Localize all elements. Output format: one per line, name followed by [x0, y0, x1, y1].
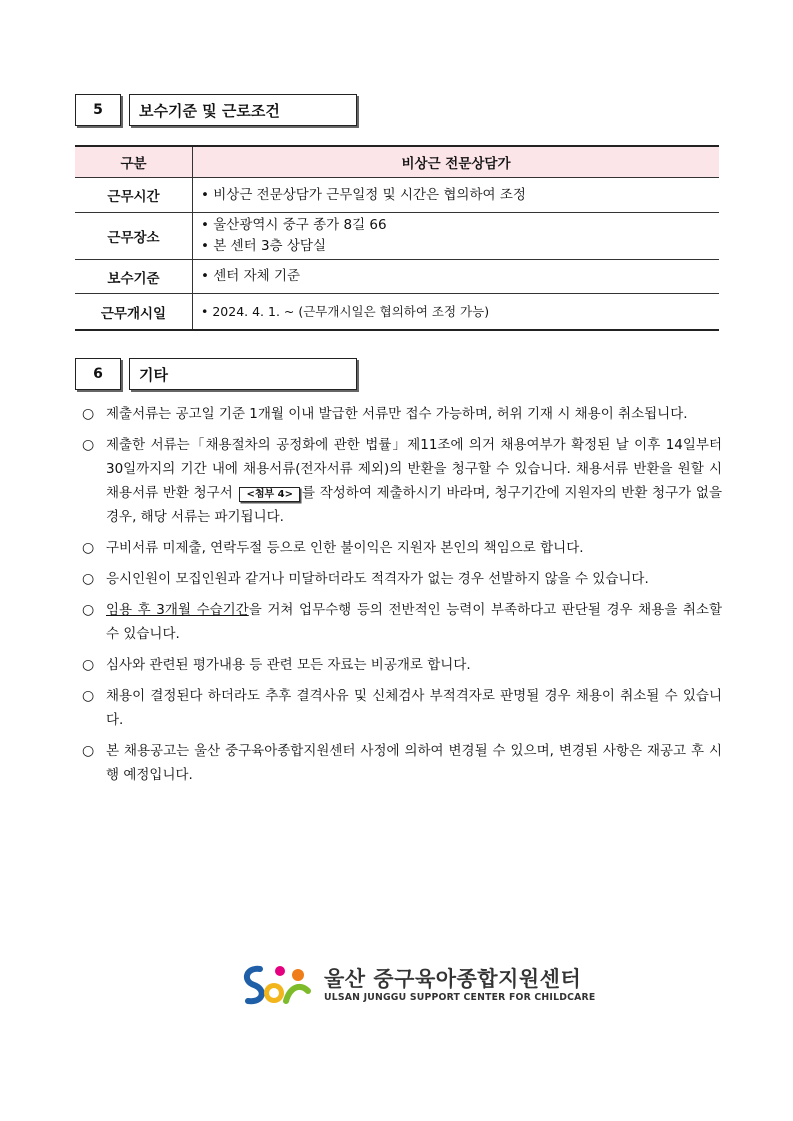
logo-text — [324, 967, 595, 1005]
list-item — [82, 536, 722, 560]
attachment-badge: <첨부 4> — [239, 487, 300, 502]
section-6-title: 기타 — [129, 358, 357, 390]
list-item — [82, 653, 722, 677]
row-value-pay-standard — [193, 260, 720, 294]
note-text: 본 채용공고는 울산 중구육아종합지원센터 사정에 의하여 변경될 수 있으며, 변경된 사항은 재공고 후 시행 예정입니다. — [106, 743, 722, 783]
circle-bullet-icon: ○ — [82, 743, 95, 759]
list-item — [82, 739, 722, 787]
note-text: 제출서류는 공고일 기준 1개월 이내 발급한 서류만 접수 가능하며, 허위 기재 시 채용이 취소됩니다. — [106, 406, 688, 422]
table-row — [75, 294, 719, 331]
row-value-work-hours — [193, 178, 720, 213]
note-text: 응시인원이 모집인원과 같거나 미달하더라도 적격자가 없는 경우 선발하지 않을 수 있습니다. — [106, 571, 649, 587]
note-text — [106, 598, 722, 646]
list-item — [82, 684, 722, 732]
section-5-title: 보수기준 및 근로조건 — [129, 94, 357, 126]
row-value-line: • 센터 자체 기준 — [201, 268, 301, 284]
list-item — [82, 567, 722, 591]
circle-bullet-icon: ○ — [82, 571, 95, 587]
circle-bullet-icon: ○ — [82, 657, 95, 673]
notes-list — [82, 402, 722, 794]
table-row — [75, 178, 719, 213]
table-row — [75, 213, 719, 260]
row-value-line: • 2024. 4. 1. ~ (근무개시일은 협의하여 조정 가능) — [201, 304, 490, 319]
circle-bullet-icon: ○ — [82, 602, 95, 618]
note-text: 구비서류 미제출, 연락두절 등으로 인한 불이익은 지원자 본인의 책임으로 합니다. — [106, 540, 584, 556]
section-5-number: 5 — [75, 94, 121, 126]
circle-bullet-icon: ○ — [82, 437, 95, 453]
table-header-value: 비상근 전문상담가 — [193, 146, 720, 178]
note-text-underlined: 임용 후 3개월 수습기간 — [106, 602, 249, 618]
section-5-header — [75, 94, 357, 126]
note-text-part: 를 작성하여 제출하시기 바라며, 청구기간에 지원자의 반환 청구가 없을 경우, 해당 서류는 파기됩니다. — [106, 485, 722, 525]
table-header-row — [75, 146, 719, 178]
logo-english-name: ULSAN JUNGGU SUPPORT CENTER FOR CHILDCARE — [324, 992, 596, 1003]
row-value-start-date — [193, 294, 720, 331]
circle-bullet-icon: ○ — [82, 406, 95, 422]
row-label-work-hours: 근무시간 — [75, 178, 193, 213]
center-logo — [238, 958, 598, 1014]
note-text: 채용이 결정된다 하더라도 추후 결격사유 및 신체검사 부적격자로 판명될 경우 채용이 취소될 수 있습니다. — [106, 688, 722, 728]
note-text-part: 제출한 서류는「채용절차의 공정화에 관한 법률」제11조에 의거 채용여부가 확정된 날 이후 14일부터 30일까지의 기간 내에 채용서류(전자서류 제외)의 반환을 청구할 수 있습니다. 채용서류 반환을 원할 시 채용서류 반환 청구서 — [106, 437, 722, 501]
work-conditions-table — [75, 145, 719, 331]
list-item — [82, 433, 722, 529]
row-value-line: • 본 센터 3층 상담실 — [201, 238, 327, 254]
table-row — [75, 260, 719, 294]
circle-bullet-icon: ○ — [82, 540, 95, 556]
circle-bullet-icon: ○ — [82, 688, 95, 704]
row-label-start-date: 근무개시일 — [75, 294, 193, 331]
center-logo-mark-icon — [238, 961, 316, 1011]
list-item — [82, 402, 722, 426]
logo-korean-name: 울산 중구육아종합지원센터 — [324, 967, 582, 991]
section-6-number: 6 — [75, 358, 121, 390]
row-label-work-place: 근무장소 — [75, 213, 193, 260]
row-value-work-place — [193, 213, 720, 260]
row-label-pay-standard: 보수기준 — [75, 260, 193, 294]
row-value-line: • 울산광역시 중구 종가 8길 66 — [201, 217, 387, 233]
note-text: 심사와 관련된 평가내용 등 관련 모든 자료는 비공개로 합니다. — [106, 657, 471, 673]
note-text — [106, 433, 722, 529]
section-6-header — [75, 358, 357, 390]
table-header-label: 구분 — [75, 146, 193, 178]
row-value-line: • 비상근 전문상담가 근무일정 및 시간은 협의하여 조정 — [201, 186, 526, 203]
list-item — [82, 598, 722, 646]
note-text-part: 을 거쳐 업무수행 등의 전반적인 능력이 부족하다고 판단될 경우 채용을 취소할 수 있습니다. — [106, 602, 722, 642]
